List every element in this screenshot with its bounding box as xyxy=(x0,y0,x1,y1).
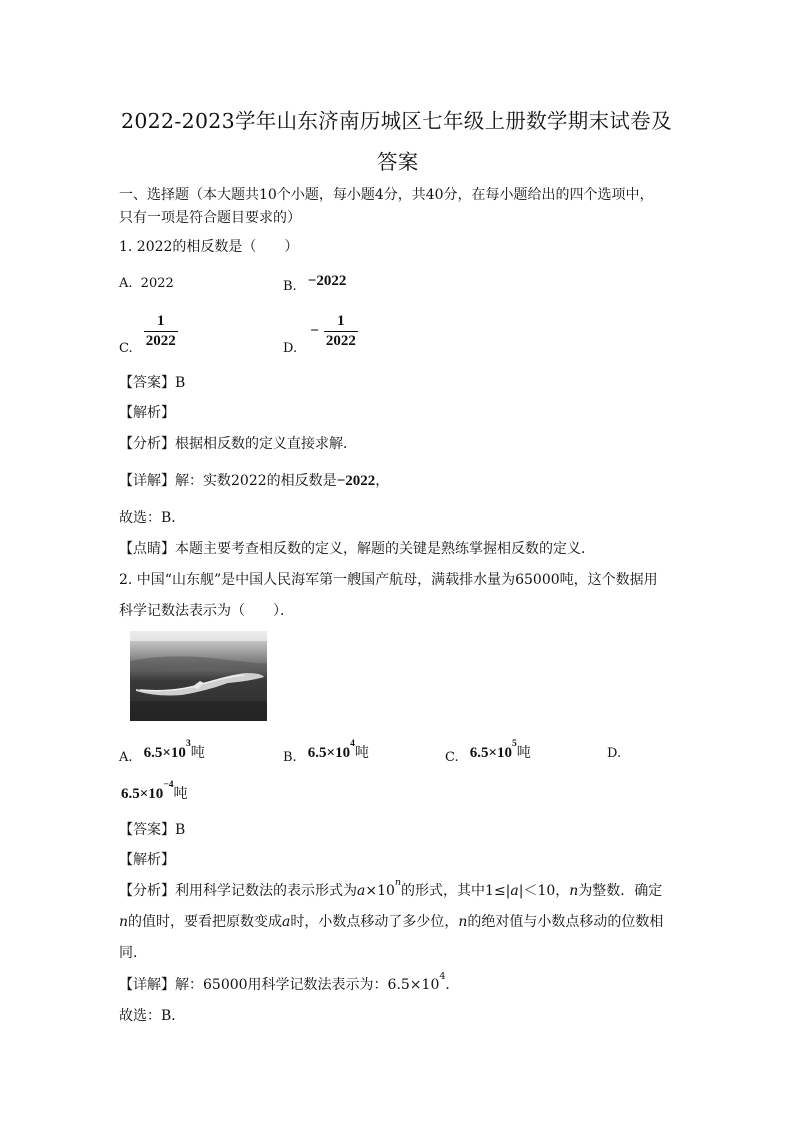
q1-detail xyxy=(119,470,389,490)
denominator: 2022 xyxy=(145,333,176,349)
q2-option-c xyxy=(445,739,531,765)
text: |＜10， xyxy=(518,883,570,899)
var-n: n xyxy=(394,877,402,888)
var-a: a xyxy=(357,883,366,899)
q1-option-d xyxy=(283,313,358,356)
text: ×10 xyxy=(365,883,395,899)
q1-fenxi: 【分析】根据相反数的定义直接求解． xyxy=(119,436,357,452)
minus-sign: − xyxy=(310,323,319,339)
carrier-photo-image xyxy=(130,631,267,721)
q1-option-a xyxy=(119,276,174,291)
option-value: 6.5×10 xyxy=(143,745,186,761)
text: 的绝对值与小数点移动的位数相 xyxy=(467,914,664,930)
option-value: 6.5×10 xyxy=(469,745,513,761)
option-label: B. xyxy=(283,750,297,765)
carrier-photo xyxy=(130,631,267,721)
var-n: n xyxy=(569,883,579,899)
option-exponent: 5 xyxy=(512,739,517,749)
q1-analysis-heading: 【解析】 xyxy=(119,405,175,421)
q1-answer: 【答案】B xyxy=(119,375,186,391)
question-1-stem: 1. 2022的相反数是（ ） xyxy=(119,239,299,255)
numerator: 1 xyxy=(156,313,165,329)
q1-choice: 故选：B． xyxy=(119,510,186,526)
fraction xyxy=(144,313,178,350)
exponent: 4 xyxy=(439,971,446,982)
q2-option-a xyxy=(119,739,205,765)
q2-option-d-label: D. xyxy=(607,746,622,761)
option-value: −2022 xyxy=(307,273,347,289)
text: 为整数．确定 xyxy=(578,883,663,899)
option-label: D. xyxy=(283,341,298,356)
q2-detail xyxy=(119,971,460,994)
detail-text: 【详解】解：实数2022的相反数是 xyxy=(119,473,337,489)
question-2-stem-continued: 科学记数法表示为（ ）． xyxy=(119,603,294,619)
text: 的形式，其中1≤| xyxy=(401,883,511,899)
var-n: n xyxy=(119,914,129,930)
text: ． xyxy=(445,977,460,993)
option-exponent: 4 xyxy=(350,739,355,749)
fraction xyxy=(324,313,358,350)
option-value: 6.5×10 xyxy=(121,786,164,802)
option-label: C. xyxy=(119,341,133,356)
q1-option-c xyxy=(119,313,178,356)
q2-fenxi-line1 xyxy=(119,877,663,900)
q2-choice: 故选：B． xyxy=(119,1008,186,1024)
q2-analysis-heading: 【解析】 xyxy=(119,852,175,868)
section-heading-continued: 只有一项是符合题目要求的） xyxy=(119,210,301,226)
unit: 吨 xyxy=(190,745,205,761)
option-value: 6.5×10 xyxy=(307,745,351,761)
page-title-continued: 答案 xyxy=(377,150,419,174)
text: 【详解】解：65000用科学记数法表示为：6.5×10 xyxy=(119,977,440,993)
unit: 吨 xyxy=(354,745,369,761)
q2-fenxi-line3: 同． xyxy=(119,945,147,961)
option-label: C. xyxy=(445,750,459,765)
option-exponent: 3 xyxy=(185,739,191,749)
text: 的值时，要看把原数变成 xyxy=(128,914,283,930)
q2-answer: 【答案】B xyxy=(119,822,186,838)
detail-punct: ， xyxy=(375,473,390,489)
option-exponent: −4 xyxy=(163,780,174,790)
option-label: A. xyxy=(119,750,133,765)
question-2-stem: 2. 中国“山东舰”是中国人民海军第一艘国产航母，满载排水量为65000吨，这个数据用 xyxy=(119,572,658,588)
q2-option-d xyxy=(121,780,188,803)
text: 【分析】利用科学记数法的表示形式为 xyxy=(119,883,357,899)
numerator: 1 xyxy=(337,313,345,329)
q1-option-b xyxy=(283,270,347,294)
text: 时，小数点移动了多少位， xyxy=(290,914,459,930)
option-value: 2022 xyxy=(140,276,174,291)
var-a: a xyxy=(282,914,291,930)
q2-option-b xyxy=(283,739,369,765)
q1-comment: 【点睛】本题主要考查相反数的定义，解题的关键是熟练掌握相反数的定义． xyxy=(119,541,595,557)
var-a: a xyxy=(510,883,519,899)
detail-math: −2022 xyxy=(336,473,376,489)
q2-fenxi-line2 xyxy=(119,911,663,931)
section-heading: 一、选择题（本大题共10个小题，每小题4分，共40分，在每小题给出的四个选项中， xyxy=(119,187,654,203)
option-label: B. xyxy=(283,279,297,294)
unit: 吨 xyxy=(516,745,531,761)
var-n: n xyxy=(458,914,468,930)
denominator: 2022 xyxy=(325,333,356,349)
option-label: A. xyxy=(119,276,133,291)
page-title: 2022-2023学年山东济南历城区七年级上册数学期末试卷及 xyxy=(121,109,672,133)
unit: 吨 xyxy=(173,786,188,802)
